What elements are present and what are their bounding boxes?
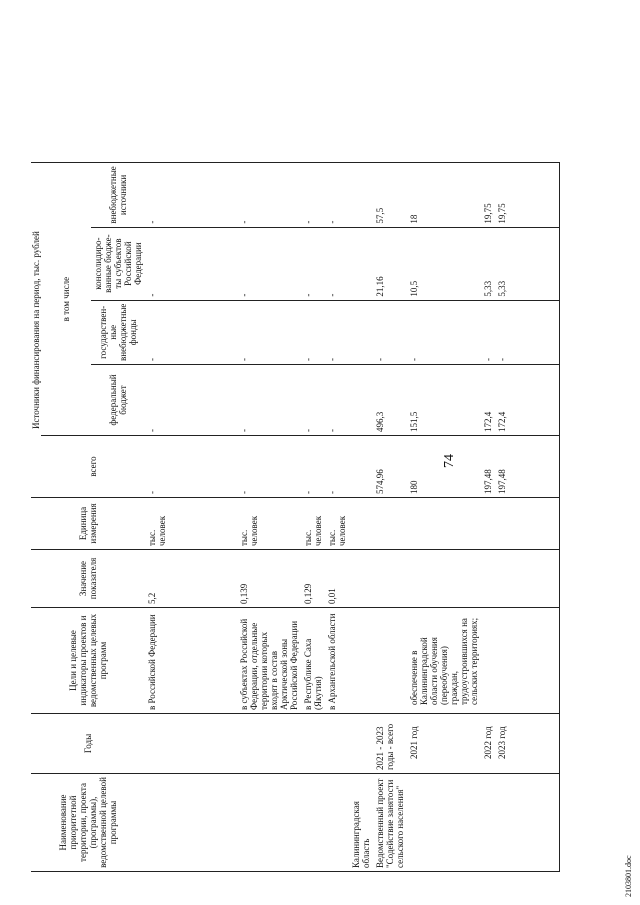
year-goal: обеспечение в Калининградской области обучения (переобучения) граждан, трудоустроившихся на сельских территориях; <box>407 608 481 714</box>
project-row <box>373 163 407 872</box>
cell-total: - <box>301 436 325 498</box>
indicator-unit: тыс. человек <box>145 498 237 550</box>
cell-federal: - <box>145 365 237 436</box>
cell-extra: - <box>237 163 301 227</box>
cell-regional: - <box>301 227 325 300</box>
region-name: Калининградская область <box>349 774 373 872</box>
indicator-goal: в Республике Саха (Якутия) <box>301 608 325 714</box>
region-row <box>349 163 373 872</box>
indicator-unit: тыс. человек <box>237 498 301 550</box>
page-number: 74 <box>442 454 457 468</box>
cell-extra: - <box>145 163 237 227</box>
indicator-row <box>301 163 325 872</box>
year-label: 2022 год <box>481 714 495 774</box>
indicator-value: 0,01 <box>325 550 349 608</box>
year-federal: 172,4 <box>481 365 495 436</box>
cell-total: - <box>237 436 301 498</box>
project-name: Ведомственный проект "Содействие занятости сельского населения" <box>373 774 407 872</box>
header-unit: Единица измерения <box>31 498 145 550</box>
header-state-funds: государствен-ные внебюджетные фонды <box>91 300 145 364</box>
year-state-funds: - <box>481 300 495 364</box>
year-goal <box>481 608 495 714</box>
cell-extra: - <box>325 163 349 227</box>
year-regional: 10,5 <box>407 227 481 300</box>
cell-regional: - <box>325 227 349 300</box>
year-row <box>495 163 560 872</box>
project-federal: 496,3 <box>373 365 407 436</box>
financing-table <box>31 162 560 872</box>
indicator-value: 0,129 <box>301 550 325 608</box>
header-regional: консолидиро-ванные бюдже-ты субъектов Российской Федерации <box>91 227 145 300</box>
cell-regional: - <box>237 227 301 300</box>
indicator-value: 5,2 <box>145 550 237 608</box>
indicator-value: 0,139 <box>237 550 301 608</box>
year-extra: 19,75 <box>495 163 560 227</box>
year-regional: 5,33 <box>495 227 560 300</box>
year-row <box>481 163 495 872</box>
indicator-row <box>237 163 301 872</box>
indicator-unit: тыс. человек <box>301 498 325 550</box>
project-total: 574,96 <box>373 436 407 498</box>
indicator-goal: в Российской Федерации <box>145 608 237 714</box>
header-extra: внебюджетные источники <box>91 163 145 227</box>
year-extra: 18 <box>407 163 481 227</box>
year-label: 2021 год <box>407 714 481 774</box>
cell-total: - <box>145 436 237 498</box>
indicator-row <box>145 163 237 872</box>
header-value: Значение показателя <box>31 550 145 608</box>
indicator-unit: тыс. человек <box>325 498 349 550</box>
year-state-funds: - <box>407 300 481 364</box>
indicator-row <box>325 163 349 872</box>
project-years: 2021 - 2023 годы - всего <box>373 714 407 774</box>
indicator-goal: в субъектах Российской Федерации, отдельные территории которых входят в состав Арктической зоны Российской Федерации <box>237 608 301 714</box>
year-federal: 172,4 <box>495 365 560 436</box>
header-row-1 <box>31 163 41 872</box>
year-federal: 151,5 <box>407 365 481 436</box>
project-extra: 57,5 <box>373 163 407 227</box>
year-row <box>407 163 481 872</box>
header-years: Годы <box>31 714 145 774</box>
header-federal: федеральный бюджет <box>91 365 145 436</box>
cell-federal: - <box>325 365 349 436</box>
year-label: 2023 год <box>495 714 560 774</box>
header-goals: Цели и целевые индикаторы проектов и ведомственных целевых программ <box>31 608 145 714</box>
header-incl: в том числе <box>41 163 91 436</box>
header-sources: Источники финансирования на период, тыс. рублей <box>31 163 41 498</box>
cell-regional: - <box>145 227 237 300</box>
project-state-funds: - <box>373 300 407 364</box>
cell-state-funds: - <box>145 300 237 364</box>
footer-filename: 2103801.doc <box>624 855 633 897</box>
year-goal <box>495 608 560 714</box>
header-total: всего <box>41 436 145 498</box>
cell-total: - <box>325 436 349 498</box>
header-name: Наименование приоритетной территории, проекта (программы), ведомственной целевой программы <box>31 774 145 872</box>
cell-extra: - <box>301 163 325 227</box>
year-total: 180 <box>407 436 481 498</box>
year-total: 197,48 <box>481 436 495 498</box>
cell-state-funds: - <box>237 300 301 364</box>
year-regional: 5,33 <box>481 227 495 300</box>
cell-state-funds: - <box>301 300 325 364</box>
cell-state-funds: - <box>325 300 349 364</box>
year-state-funds: - <box>495 300 560 364</box>
cell-federal: - <box>237 365 301 436</box>
year-total: 197,48 <box>495 436 560 498</box>
year-extra: 19,75 <box>481 163 495 227</box>
indicator-goal: в Архангельской области <box>325 608 349 714</box>
cell-federal: - <box>301 365 325 436</box>
project-regional: 21,16 <box>373 227 407 300</box>
